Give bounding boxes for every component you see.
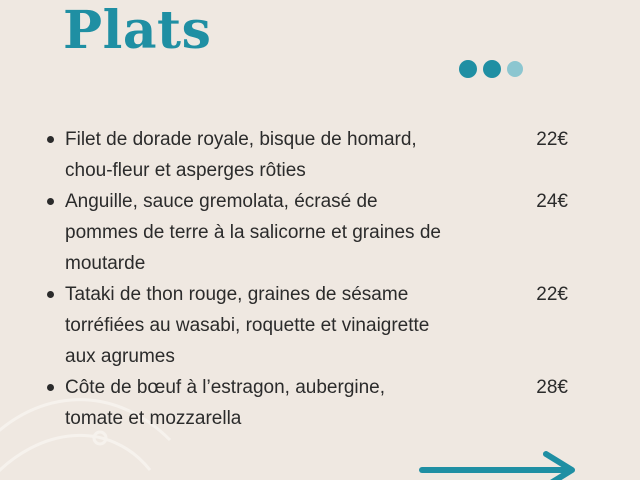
dish-line: pommes de terre à la salicorne et graines de bbox=[65, 222, 441, 243]
dish-description bbox=[65, 279, 500, 372]
list-item bbox=[44, 186, 584, 279]
page-title: Plats bbox=[63, 0, 212, 61]
dish-description bbox=[65, 186, 500, 279]
dish-price: 22€ bbox=[536, 284, 568, 305]
bullet-icon bbox=[47, 198, 54, 205]
dish-line: tomate et mozzarella bbox=[65, 408, 242, 429]
dish-line: Côte de bœuf à l’estragon, aubergine, bbox=[65, 377, 386, 398]
bullet-icon bbox=[47, 384, 54, 391]
arrow-right-icon[interactable] bbox=[418, 448, 578, 480]
dish-line: chou-fleur et asperges rôties bbox=[65, 160, 306, 181]
bullet-icon bbox=[47, 136, 54, 143]
dish-line: aux agrumes bbox=[65, 346, 175, 367]
dot-icon bbox=[459, 60, 477, 78]
dish-description bbox=[65, 124, 500, 186]
dish-line: Tataki de thon rouge, graines de sésame bbox=[65, 284, 409, 305]
dish-list bbox=[44, 124, 584, 434]
list-item bbox=[44, 279, 584, 372]
bullet-icon bbox=[47, 291, 54, 298]
dot-icon bbox=[507, 61, 523, 77]
dish-line: Anguille, sauce gremolata, écrasé de bbox=[65, 191, 378, 212]
three-dots-icon bbox=[459, 60, 523, 78]
dish-line: Filet de dorade royale, bisque de homard, bbox=[65, 129, 417, 150]
dot-icon bbox=[483, 60, 501, 78]
dish-price: 24€ bbox=[536, 191, 568, 212]
dish-line: torréfiées au wasabi, roquette et vinaigrette bbox=[65, 315, 430, 336]
dish-price: 28€ bbox=[536, 377, 568, 398]
list-item bbox=[44, 372, 584, 434]
dish-price: 22€ bbox=[536, 129, 568, 150]
list-item bbox=[44, 124, 584, 186]
dish-line: moutarde bbox=[65, 253, 146, 274]
dish-description bbox=[65, 372, 500, 434]
